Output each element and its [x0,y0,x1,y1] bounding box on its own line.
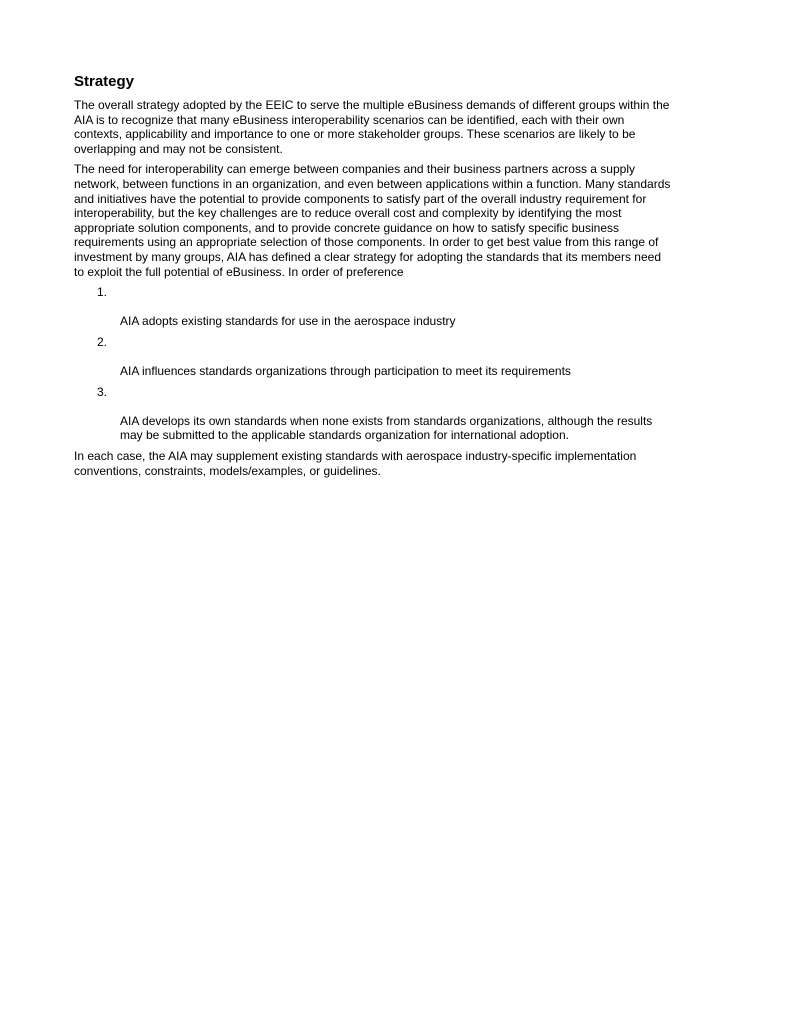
paragraph-closing: In each case, the AIA may supplement existing standards with aerospace industry-specific implementation conventions, constraints, models/examples, or guidelines. [74,449,637,478]
list-item-text: AIA develops its own standards when none exists from standards organizations, although the results may be submitted to the applicable standards organization for international adoption. [120,413,653,443]
preference-list [74,285,724,443]
list-item-text: AIA influences standards organizations through participation to meet its requirements [120,364,571,379]
list-item [74,285,724,329]
list-number: 2. [97,334,108,349]
list-item-text: AIA adopts existing standards for use in the aerospace industry [120,314,456,329]
paragraph-interoperability-need: The need for interoperability can emerge between companies and their business partners across a supply network, between functions in an organization, and even between applications within a function. Many standards and initiatives have the potential to provide components to satisfy part of the overall industry requirement for interoperability, but the key challenges are to reduce overall cost and complexity by identifying the most appropriate solution components, and to provide concrete guidance on how to satisfy specific business requirements using an appropriate selection of those components. In order to get best value from this range of investment by many groups, AIA has defined a clear strategy for adopting the standards that its members need to exploit the full potential of eBusiness. In order of preference [74,162,671,279]
list-number: 3. [97,384,108,399]
document-body [74,73,724,484]
paragraph-strategy-overview: The overall strategy adopted by the EEIC to serve the multiple eBusiness demands of different groups within the AIA is to recognize that many eBusiness interoperability scenarios can be identified, each with their own contexts, applicability and importance to one or more stakeholder groups. These scenarios are likely to be overlapping and may not be consistent. [74,98,670,156]
section-heading: Strategy [74,73,135,90]
list-item [74,335,724,379]
list-item [74,385,724,443]
list-number: 1. [97,285,108,300]
